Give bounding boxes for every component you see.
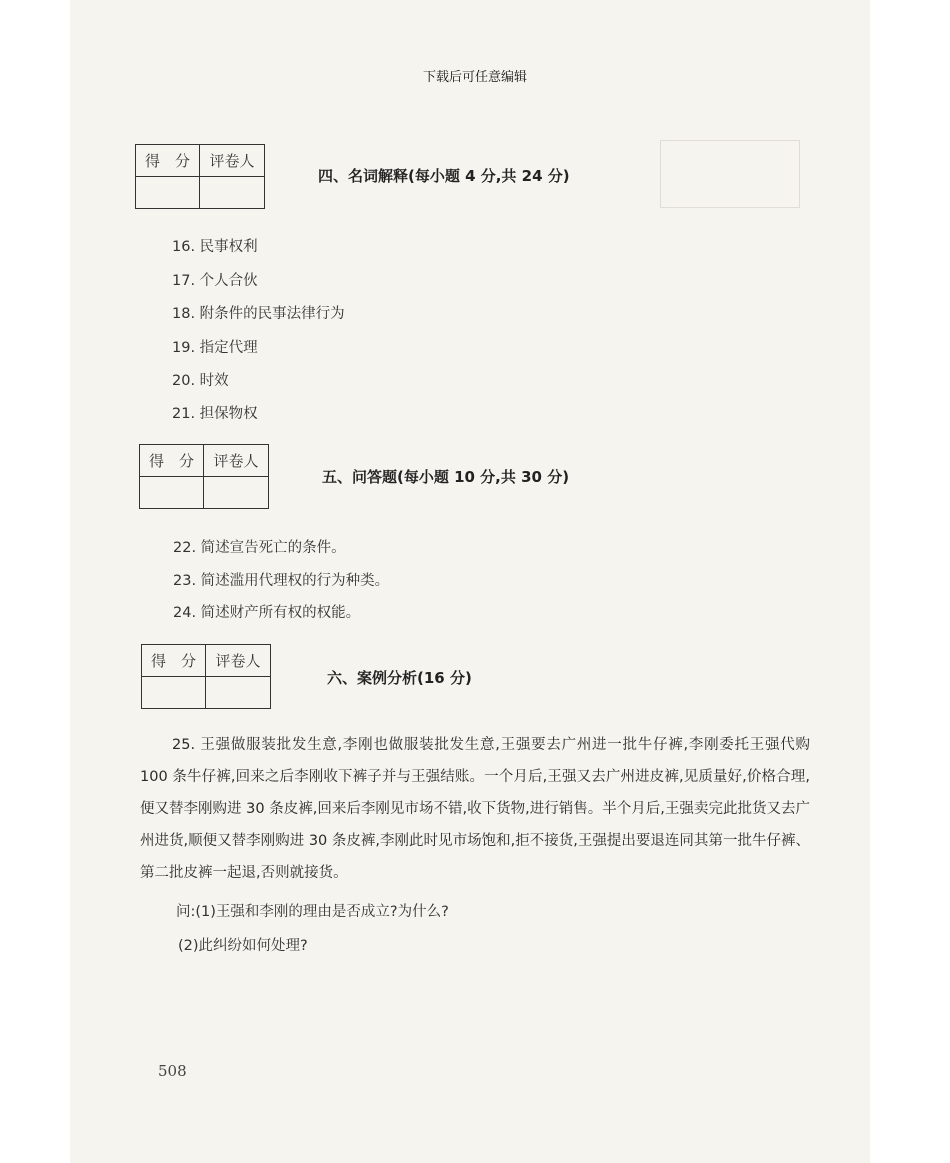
- score-table-section4: [135, 144, 265, 209]
- case-text: 25. 王强做服装批发生意,李刚也做服装批发生意,王强要去广州进一批牛仔裤,李刚委托王强代购 100 条牛仔裤,回来之后李刚收下裤子并与王强结账。一个月后,王强又去广州进皮裤,见质量好,价格合理,便又替李刚购进 30 条皮裤,回来后李刚见市场不错,收下货物,进行销售。半个月后,王强卖完此批货又去广州进货,顺便又替李刚购进 30 条皮裤,李刚此时见市场饱和,拒不接货,王强提出要退连同其第一批牛仔裤、第二批皮裤一起退,否则就接货。: [140, 737, 810, 881]
- section6-title: 六、案例分析(16 分): [327, 669, 472, 687]
- list-item: 24. 简述财产所有权的权能。: [173, 605, 361, 621]
- grader-cell: [200, 177, 265, 209]
- section4-title: 四、名词解释(每小题 4 分,共 24 分): [318, 167, 570, 185]
- list-item: 20. 时效: [172, 373, 229, 389]
- list-item: 23. 简述滥用代理权的行为种类。: [173, 573, 390, 589]
- grader-label: 评卷人: [200, 145, 265, 177]
- question-2: (2)此纠纷如何处理?: [178, 938, 308, 954]
- grader-label: 评卷人: [204, 445, 269, 477]
- score-cell: [142, 677, 206, 709]
- bleed-through-box: [660, 140, 800, 208]
- list-item: 18. 附条件的民事法律行为: [172, 306, 345, 322]
- section5-title: 五、问答题(每小题 10 分,共 30 分): [322, 468, 570, 486]
- grader-label: 评卷人: [206, 645, 271, 677]
- page-header: 下载后可任意编辑: [422, 70, 527, 85]
- page-number: 508: [158, 1062, 187, 1080]
- score-label: 得 分: [142, 645, 206, 677]
- score-cell: [136, 177, 200, 209]
- grader-cell: [204, 477, 269, 509]
- grader-cell: [206, 677, 271, 709]
- score-cell: [140, 477, 204, 509]
- score-table-section5: [139, 444, 269, 509]
- score-label: 得 分: [140, 445, 204, 477]
- list-item: 21. 担保物权: [172, 406, 258, 422]
- list-item: 16. 民事权利: [172, 239, 258, 255]
- question-1: 问:(1)王强和李刚的理由是否成立?为什么?: [176, 904, 449, 920]
- list-item: 17. 个人合伙: [172, 273, 258, 289]
- list-item: 19. 指定代理: [172, 340, 258, 356]
- score-label: 得 分: [136, 145, 200, 177]
- list-item: 22. 简述宣告死亡的条件。: [173, 540, 346, 556]
- score-table-section6: [141, 644, 271, 709]
